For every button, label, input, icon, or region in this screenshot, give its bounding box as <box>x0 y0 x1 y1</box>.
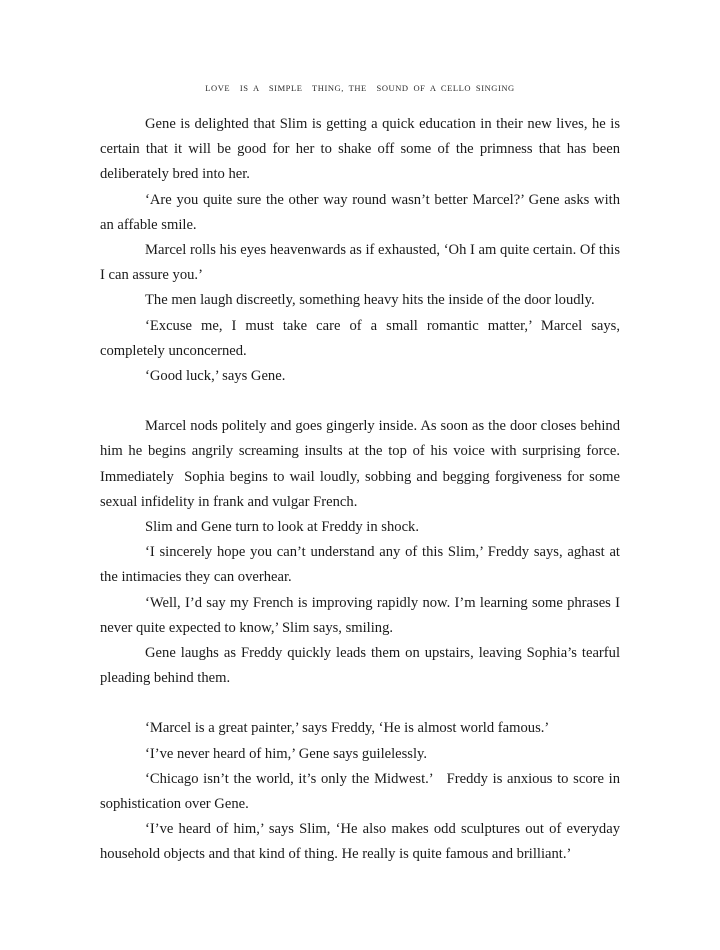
paragraph: ‘Excuse me, I must take care of a small romantic matter,’ Marcel says, completely unconcerned. <box>100 317 624 359</box>
paragraph: ‘Well, I’d say my French is improving rapidly now. I’m learning some phrases I never quite expected to know,’ Slim says, smiling. <box>100 594 624 636</box>
body-text-column <box>100 112 624 868</box>
paragraph: ‘Good luck,’ says Gene. <box>145 368 286 385</box>
paragraph-block <box>100 716 624 867</box>
paragraph-block <box>100 414 624 691</box>
paragraph: ‘Marcel is a great painter,’ says Freddy, ‘He is almost world famous.’ <box>145 720 550 737</box>
paragraph: ‘I sincerely hope you can’t understand any of this Slim,’ Freddy says, aghast at the intimacies they can overhear. <box>100 544 624 586</box>
paragraph: The men laugh discreetly, something heavy hits the inside of the door loudly. <box>145 292 595 309</box>
paragraph: ‘Are you quite sure the other way round wasn’t better Marcel?’ Gene asks with an affable smile. <box>100 191 624 233</box>
paragraph: Marcel nods politely and goes gingerly inside. As soon as the door closes behind him he begins angrily screaming insults at the top of his voice with surprising force. Immediately Sophia begins to wail loudly, sobbing and begging forgiveness for some sexual infidelity in frank and vulgar French. <box>100 418 624 510</box>
paragraph: Gene is delighted that Slim is getting a quick education in their new lives, he is certain that it will be good for her to shake off some of the primness that has been deliberately bred into her. <box>100 116 624 183</box>
paragraph: Marcel rolls his eyes heavenwards as if exhausted, ‘Oh I am quite certain. Of this I can assure you.’ <box>100 242 624 284</box>
paragraph: ‘I’ve never heard of him,’ Gene says guilelessly. <box>145 745 428 762</box>
paragraph: Gene laughs as Freddy quickly leads them on upstairs, leaving Sophia’s tearful pleading behind them. <box>100 645 624 687</box>
paragraph: ‘Chicago isn’t the world, it’s only the Midwest.’ Freddy is anxious to score in sophistication over Gene. <box>100 770 624 813</box>
running-head: LOVE IS A SIMPLE THING, THE SOUND OF A CELLO SINGING <box>205 83 515 93</box>
paragraph-block <box>100 112 624 389</box>
paragraph: Slim and Gene turn to look at Freddy in shock. <box>145 519 420 536</box>
paragraph: ‘I’ve heard of him,’ says Slim, ‘He also makes odd sculptures out of everyday household objects and that kind of thing. He really is quite famous and brilliant.’ <box>100 821 624 863</box>
